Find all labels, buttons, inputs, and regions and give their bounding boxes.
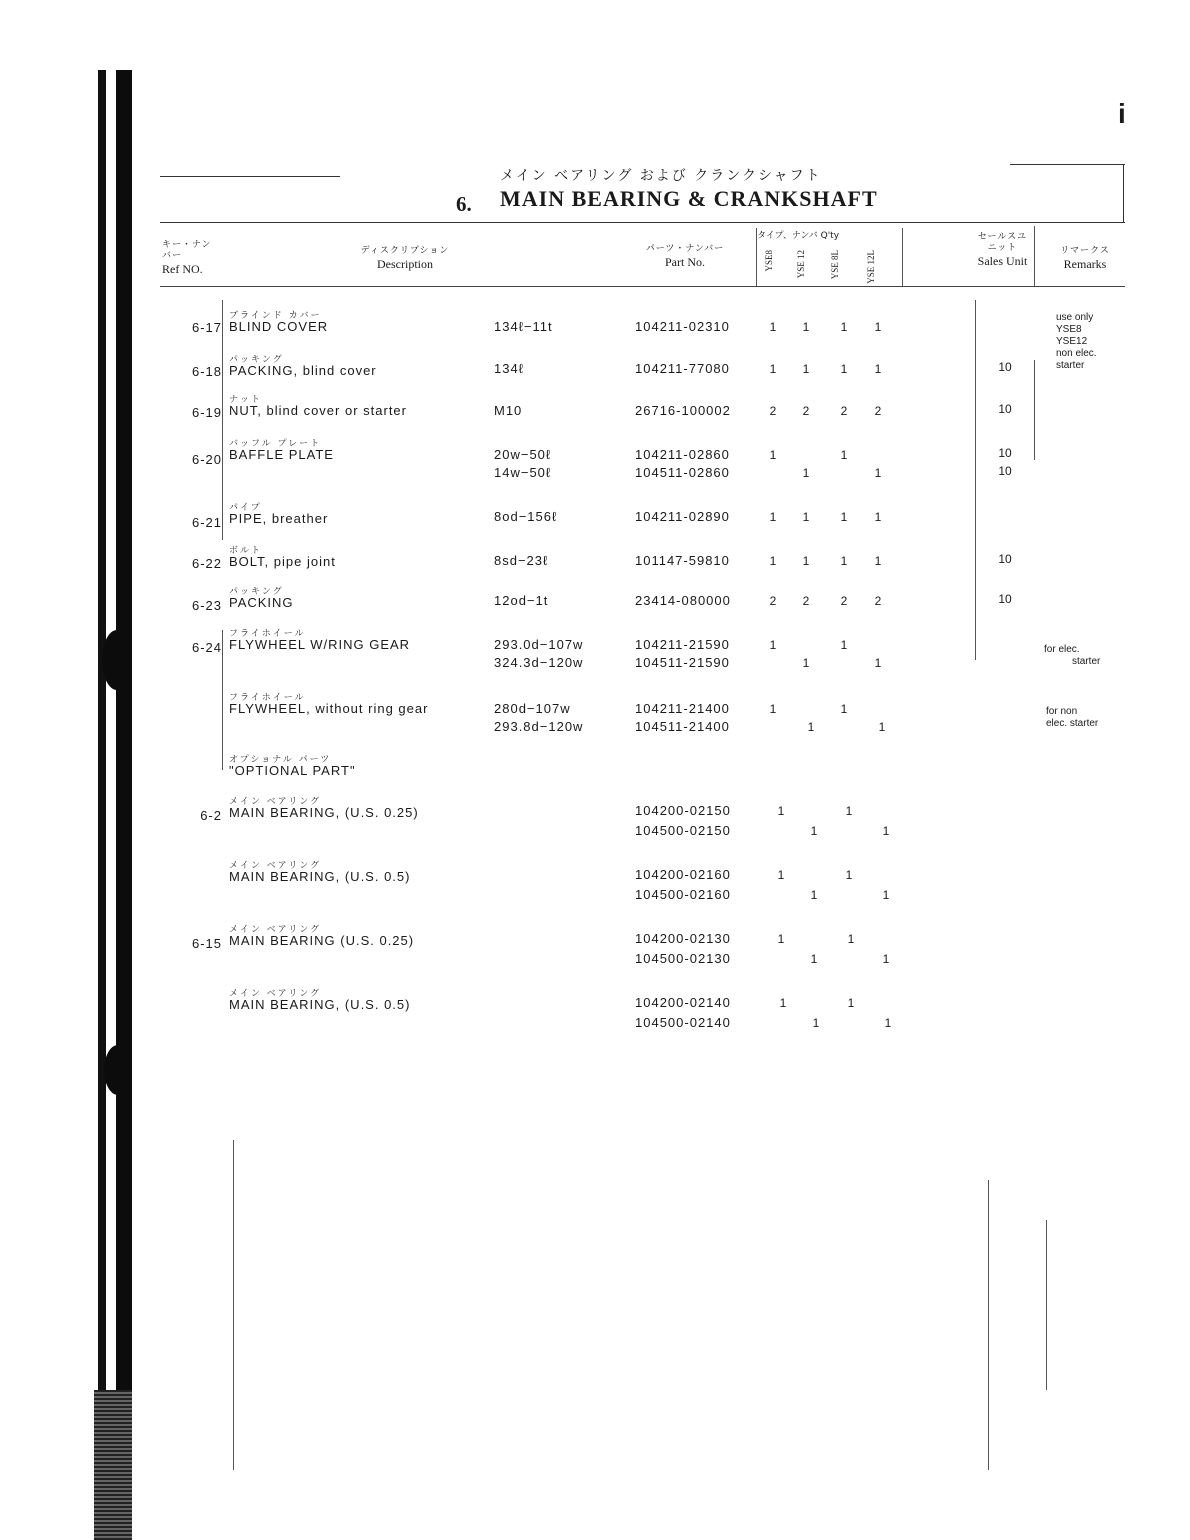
description: ボルト BOLT, pipe joint: [229, 546, 336, 569]
spec: 8od−156ℓ: [494, 509, 558, 524]
qty-cell: 1: [802, 510, 810, 524]
part-number: 104511-21400: [635, 719, 730, 734]
part-number: 104511-02860: [635, 465, 730, 480]
col-header-remarks: リマークス Remarks: [1060, 246, 1110, 271]
ref-number: 6-17: [191, 320, 222, 335]
header-rule-top-right: [1010, 164, 1125, 165]
ref-number: 6-21: [191, 515, 222, 530]
sales-unit: 10: [998, 592, 1012, 606]
qty-cell: 1: [845, 868, 853, 882]
part-number: 23414-080000: [635, 593, 731, 608]
col-header-sales: セールスユニット Sales Unit: [977, 232, 1028, 268]
description: バッフル プレート BAFFLE PLATE: [229, 439, 334, 462]
qty-cell: 1: [802, 656, 810, 670]
spec: 293.0d−107w: [494, 637, 584, 652]
remark-use-only: use only YSE8 YSE12 non elec. starter: [1056, 312, 1097, 371]
col-header-ref: キー・ナンバー Ref NO.: [162, 240, 212, 276]
qty-cell: 1: [769, 320, 777, 334]
qty-cell: 1: [882, 824, 890, 838]
qty-cell: 1: [840, 510, 848, 524]
divider-ref-2: [222, 630, 223, 770]
spec: M10: [494, 403, 523, 418]
qty-model-3: YSE 8L: [830, 250, 840, 280]
qty-cell: 1: [874, 320, 882, 334]
spec: 14w−50ℓ: [494, 465, 552, 480]
qty-cell: 1: [874, 466, 882, 480]
qty-model-1: YSE8: [764, 250, 774, 272]
qty-cell: 1: [769, 510, 777, 524]
qty-cell: 1: [777, 868, 785, 882]
part-number: 104200-02140: [635, 995, 731, 1010]
header-rule-top-left: [160, 176, 340, 177]
qty-cell: 1: [810, 888, 818, 902]
part-number: 26716-100002: [635, 403, 731, 418]
part-number: 104500-02140: [635, 1015, 731, 1030]
qty-cell: 2: [802, 404, 810, 418]
part-number: 104211-21400: [635, 701, 730, 716]
qty-cell: 1: [769, 702, 777, 716]
part-number: 104211-02860: [635, 447, 730, 462]
qty-cell: 1: [847, 996, 855, 1010]
sales-unit: 10: [998, 360, 1012, 374]
divider-remarks-2: [1046, 1220, 1047, 1390]
description: パッキング PACKING: [229, 587, 294, 610]
qty-cell: 1: [840, 362, 848, 376]
qty-cell: 1: [840, 320, 848, 334]
qty-cell: 1: [882, 952, 890, 966]
qty-cell: 1: [779, 996, 787, 1010]
divider-sales-2: [988, 1180, 989, 1470]
description: ナット NUT, blind cover or starter: [229, 395, 407, 418]
qty-cell: 2: [874, 404, 882, 418]
part-number: 104200-02130: [635, 931, 731, 946]
divider-sales: [975, 300, 976, 660]
qty-cell: 1: [802, 554, 810, 568]
qty-cell: 1: [802, 320, 810, 334]
page-mark: i: [1118, 98, 1126, 129]
qty-cell: 1: [882, 888, 890, 902]
col-header-qty: タイプ、ナンバ Q'ty: [757, 231, 840, 241]
header-bottom-rule: [160, 286, 1125, 287]
qty-cell: 1: [884, 1016, 892, 1030]
qty-cell: 1: [777, 932, 785, 946]
section-number: 6.: [456, 192, 472, 216]
qty-cell: 1: [777, 804, 785, 818]
qty-cell: 1: [840, 554, 848, 568]
part-number: 104500-02150: [635, 823, 731, 838]
qty-cell: 1: [845, 804, 853, 818]
qty-cell: 1: [810, 952, 818, 966]
qty-cell: 1: [878, 720, 886, 734]
description: パッキング PACKING, blind cover: [229, 355, 377, 378]
description: メイン ベアリング MAIN BEARING (U.S. 0.25): [229, 925, 415, 948]
qty-cell: 2: [769, 594, 777, 608]
qty-cell: 1: [769, 448, 777, 462]
part-number: 104211-77080: [635, 361, 730, 376]
spec: 134ℓ−11t: [494, 319, 553, 334]
page-title: MAIN BEARING & CRANKSHAFT: [500, 186, 878, 211]
qty-cell: 1: [810, 824, 818, 838]
qty-cell: 1: [874, 510, 882, 524]
part-number: 104500-02160: [635, 887, 731, 902]
part-number: 104211-21590: [635, 637, 730, 652]
ref-number: 6-15: [191, 936, 222, 951]
divider-ref-3: [233, 1140, 234, 1470]
description: パイプ PIPE, breather: [229, 503, 329, 526]
header-box-edge: [1123, 164, 1124, 222]
col-header-description: ディスクリプション Description: [360, 246, 450, 271]
qty-cell: 2: [802, 594, 810, 608]
description: メイン ベアリング MAIN BEARING, (U.S. 0.5): [229, 861, 411, 884]
qty-cell: 1: [847, 932, 855, 946]
ref-number: 6-2: [200, 808, 222, 823]
qty-cell: 1: [874, 554, 882, 568]
binding-edge: [92, 70, 140, 1540]
qty-cell: 1: [840, 702, 848, 716]
ref-number: 6-23: [191, 598, 222, 613]
spec: 293.8d−120w: [494, 719, 584, 734]
ref-number: 6-22: [191, 556, 222, 571]
divider-part-qty: [756, 228, 757, 286]
part-number: 104200-02160: [635, 867, 731, 882]
spec: 8sd−23ℓ: [494, 553, 549, 568]
divider-remarks: [1034, 360, 1035, 460]
qty-cell: 1: [840, 638, 848, 652]
qty-cell: 1: [840, 448, 848, 462]
divider-sales-remarks: [1034, 226, 1035, 286]
qty-cell: 1: [769, 362, 777, 376]
ref-number: 6-18: [191, 364, 222, 379]
qty-cell: 1: [802, 466, 810, 480]
qty-cell: 2: [840, 594, 848, 608]
description: ブラインド カバー BLIND COVER: [229, 311, 329, 334]
ref-number: 6-24: [191, 640, 222, 655]
spec: 20w−50ℓ: [494, 447, 552, 462]
qty-cell: 1: [769, 638, 777, 652]
ref-number: 6-19: [191, 405, 222, 420]
part-number: 104211-02890: [635, 509, 730, 524]
qty-cell: 1: [769, 554, 777, 568]
title-japanese: メイン ベアリング および クランクシャフト: [500, 168, 822, 184]
description: フライホイール FLYWHEEL, without ring gear: [229, 693, 429, 716]
col-header-part: パーツ・ナンバー Part No.: [645, 244, 725, 269]
sales-unit: 10: [998, 552, 1012, 566]
description: メイン ベアリング MAIN BEARING, (U.S. 0.25): [229, 797, 419, 820]
qty-cell: 2: [874, 594, 882, 608]
remark-elec-starter: for elec. starter: [1044, 644, 1101, 667]
qty-cell: 1: [874, 362, 882, 376]
sales-unit: 10: [998, 464, 1012, 478]
divider-ref: [222, 300, 223, 540]
qty-cell: 1: [802, 362, 810, 376]
part-number: 104500-02130: [635, 951, 731, 966]
qty-cell: 2: [840, 404, 848, 418]
qty-cell: 1: [874, 656, 882, 670]
divider-qty-sales: [902, 228, 903, 286]
part-number: 104511-21590: [635, 655, 730, 670]
description: フライホイール FLYWHEEL W/RING GEAR: [229, 629, 411, 652]
qty-cell: 2: [769, 404, 777, 418]
remark-non-elec-starter: for non elec. starter: [1046, 706, 1099, 729]
part-number: 104211-02310: [635, 319, 730, 334]
spec: 324.3d−120w: [494, 655, 584, 670]
sales-unit: 10: [998, 446, 1012, 460]
part-number: 104200-02150: [635, 803, 731, 818]
qty-model-4: YSE 12L: [866, 250, 876, 284]
description: メイン ベアリング MAIN BEARING, (U.S. 0.5): [229, 989, 411, 1012]
ref-number: 6-20: [191, 452, 222, 467]
qty-cell: 1: [807, 720, 815, 734]
spec: 134ℓ: [494, 361, 524, 376]
sales-unit: 10: [998, 402, 1012, 416]
qty-model-2: YSE 12: [796, 250, 806, 279]
optional-part-heading: オプショナル パーツ "OPTIONAL PART": [229, 755, 356, 778]
header-rule: [160, 222, 1125, 223]
qty-cell: 1: [812, 1016, 820, 1030]
spec: 280d−107w: [494, 701, 571, 716]
spec: 12od−1t: [494, 593, 549, 608]
part-number: 101147-59810: [635, 553, 730, 568]
